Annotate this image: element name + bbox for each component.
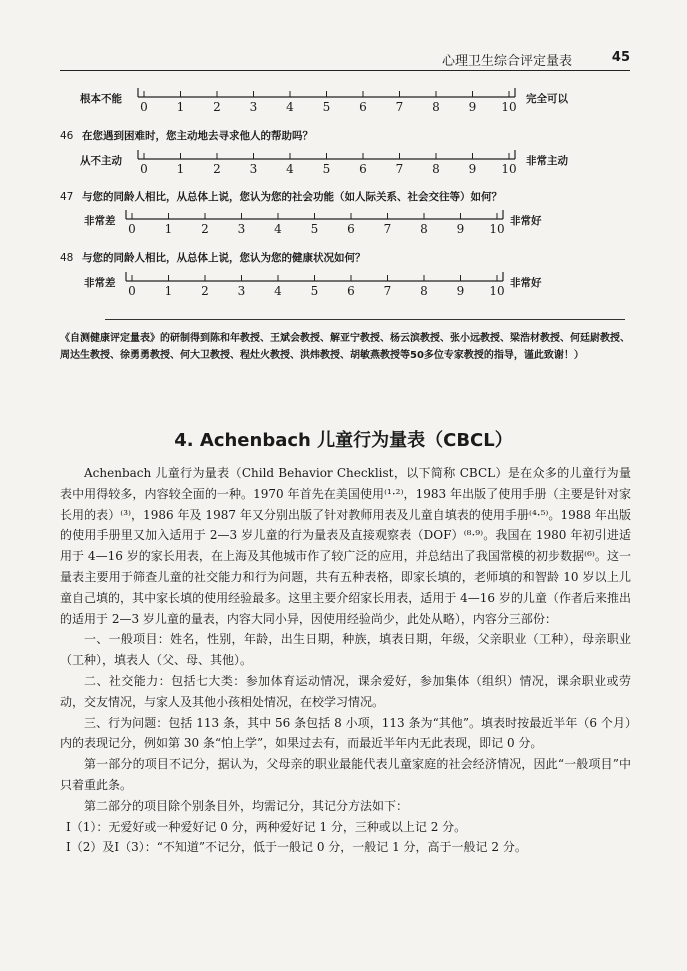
scale-tick-label: 1 xyxy=(164,284,173,298)
scale-tick-label: 10 xyxy=(501,100,517,114)
question-number: 46 xyxy=(60,130,74,142)
scale-tick-label: 8 xyxy=(420,222,428,236)
question-number: 47 xyxy=(60,191,74,203)
scale-tick-label: 6 xyxy=(347,222,355,236)
divider-line xyxy=(105,319,625,320)
question-text: 与您的同龄人相比，从总体上说，您认为您的社会功能（如人际关系、社会交往等）如何？ xyxy=(82,191,502,203)
paragraph: Achenbach 儿童行为量表（Child Behavior Checklist，以下简称 CBCL）是在众多的儿童行为量表中用得较多，内容较全面的一种。1970 年首先在美国使用⁽¹·²⁾，1983 年出版了使用手册（主要是针对家长用的表）⁽³⁾，1986 年及 1987 年又分别出版了针对教师用表及儿童自填表的使用手册⁽⁴·⁵⁾。1988 年出版的使用手册里又加入适用于 2—3 岁儿童的行为量表及直接观察表（DOF）⁽⁸·⁹⁾。我国在 1980 年初引进适用于 4—16 岁的家长用表，在上海及其他城市作了较广泛的应用，并总结出了我国常模的初步数据⁽⁶⁾。这一量表主要用于筛查儿童的社交能力和行为问题，共有五种表格，即家长填的，老师填的和智龄 10 岁以上儿童自己填的，其中家长填的使用经验最多。这里主要介绍家长用表，适用于 4—16 岁的儿童（作者后来推出的适用于 2—3 岁儿童的量表，内容大同小异，因使用经验尚少，此处从略），内容分三部份： xyxy=(60,466,631,626)
scale-tick-label: 10 xyxy=(501,162,517,176)
paragraph: 二、社交能力：包括七大类：参加体育运动情况，课余爱好，参加集体（组织）情况，课余职业或劳动，交友情况，与家人及其他小孩相处情况，在校学习情况。 xyxy=(60,673,631,709)
scale-tick-label: 7 xyxy=(383,222,392,236)
scale-tick-label: 8 xyxy=(432,162,440,176)
scale-tick-label: 2 xyxy=(201,284,209,298)
paragraph: 一、一般项目：姓名，性别，年龄，出生日期，种族，填表日期，年级，父亲职业（工种），母亲职业（工种），填表人（父、母、其他）。 xyxy=(60,632,631,668)
scale-tick-label: 0 xyxy=(128,222,136,236)
scale-tick-label: 3 xyxy=(237,284,246,298)
running-title: 心理卫生综合评定量表 xyxy=(441,54,572,69)
section-heading: 4. Achenbach 儿童行为量表（CBCL） xyxy=(174,430,513,451)
paragraph: 三、行为问题：包括 113 条，其中 56 条包括 8 小项，113 条为“其他”。填表时按最近半年（6 个月）内的表现记分，例如第 30 条“怕上学”，如果过去有，而最近半年内无此表现，即记 0 分。 xyxy=(60,715,631,751)
scale-tick-label: 3 xyxy=(237,222,246,236)
rating-scale-48 xyxy=(60,272,620,306)
scale-tick-label: 8 xyxy=(432,100,440,114)
scale-tick-label: 0 xyxy=(140,162,148,176)
paragraph: 第二部分的项目除个别条目外，均需记分，其记分方法如下： xyxy=(84,798,409,813)
scale-tick-label: 5 xyxy=(322,100,331,114)
question-46 xyxy=(60,128,313,143)
scale-tick-label: 2 xyxy=(213,100,221,114)
scale-tick-label: 4 xyxy=(274,222,282,236)
scale-tick-label: 5 xyxy=(310,222,319,236)
scale-tick-label: 6 xyxy=(347,284,355,298)
scale-left-label: 根本不能 xyxy=(80,93,122,105)
rating-scale-47 xyxy=(60,210,620,244)
scale-tick-label: 10 xyxy=(489,222,505,236)
rating-scale-45 xyxy=(60,88,620,122)
scale-tick-label: 9 xyxy=(468,162,477,176)
scale-tick-label: 0 xyxy=(128,284,136,298)
scale-tick-label: 8 xyxy=(420,284,428,298)
question-text: 在您遇到困难时，您主动地去寻求他人的帮助吗？ xyxy=(82,130,313,142)
rating-scale-46 xyxy=(60,150,620,184)
paragraph: Ⅰ（2）及Ⅰ（3）：“不知道”不记分，低于一般记 0 分，一般记 1 分，高于一般记 2 分。 xyxy=(66,840,527,855)
question-text: 与您的同龄人相比，从总体上说，您认为您的健康状况如何？ xyxy=(82,252,366,264)
scale-tick-label: 4 xyxy=(274,284,282,298)
running-header xyxy=(60,50,630,71)
scale-right-label: 非常好 xyxy=(510,277,542,289)
scale-tick-label: 5 xyxy=(322,162,331,176)
scale-tick-label: 7 xyxy=(395,162,404,176)
scale-right-label: 非常好 xyxy=(510,215,542,227)
scale-tick-label: 9 xyxy=(468,100,477,114)
scale-tick-label: 3 xyxy=(249,100,258,114)
scale-tick-label: 4 xyxy=(286,100,294,114)
paragraph: 第一部分的项目不记分，据认为，父母亲的职业最能代表儿童家庭的社会经济情况，因此“一般项目”中只着重此条。 xyxy=(60,757,631,792)
scale-tick-label: 3 xyxy=(249,162,258,176)
scale-tick-label: 6 xyxy=(359,162,367,176)
scale-tick-label: 1 xyxy=(176,100,185,114)
acknowledgement-note: 《自测健康评定量表》的研制得到陈和年教授、王斌会教授、解亚宁教授、杨云滨教授、张小远教授、梁浩材教授、何廷尉教授、周达生教授、徐勇勇教授、何大卫教授、程灶火教授、洪炜教授、胡敏燕教授等50多位专家教授的指导，谨此致谢！） xyxy=(60,333,630,361)
scale-tick-label: 7 xyxy=(395,100,404,114)
scale-left-label: 非常差 xyxy=(84,277,116,289)
body-text xyxy=(60,463,631,858)
scale-tick-label: 6 xyxy=(359,100,367,114)
scale-left-label: 从不主动 xyxy=(80,155,122,167)
scale-tick-label: 2 xyxy=(201,222,209,236)
scale-tick-label: 2 xyxy=(213,162,221,176)
scale-tick-label: 1 xyxy=(176,162,185,176)
scale-tick-label: 1 xyxy=(164,222,173,236)
scale-right-label: 完全可以 xyxy=(526,93,568,105)
page-number: 45 xyxy=(611,50,630,65)
scale-tick-label: 0 xyxy=(140,100,148,114)
scale-tick-label: 9 xyxy=(456,222,465,236)
scale-tick-label: 7 xyxy=(383,284,392,298)
question-48 xyxy=(60,250,366,265)
paragraph: Ⅰ（1）：无爱好或一种爱好记 0 分，两种爱好记 1 分，三种或以上记 2 分。 xyxy=(66,819,467,834)
scale-tick-label: 5 xyxy=(310,284,319,298)
question-number: 48 xyxy=(60,252,74,264)
question-47 xyxy=(60,189,502,204)
scale-right-label: 非常主动 xyxy=(526,155,568,167)
scale-tick-label: 9 xyxy=(456,284,465,298)
scale-left-label: 非常差 xyxy=(84,215,116,227)
scale-tick-label: 10 xyxy=(489,284,505,298)
scale-tick-label: 4 xyxy=(286,162,294,176)
